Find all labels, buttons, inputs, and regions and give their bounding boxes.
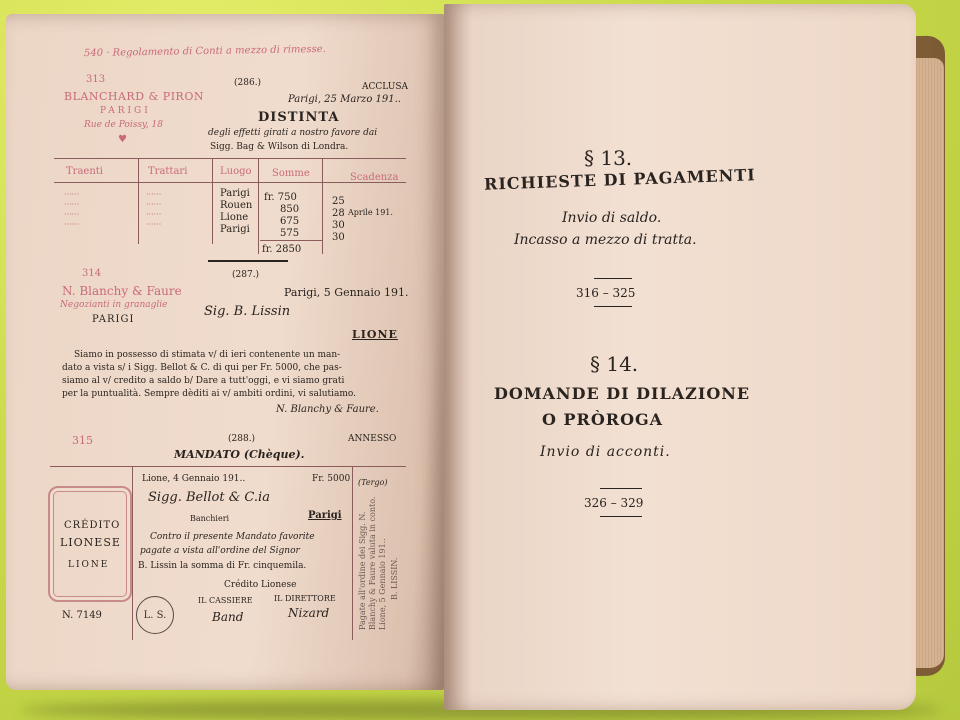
cheque-stub-divider xyxy=(132,466,133,640)
section-14-title-line: DOMANDE DI DILAZIONE xyxy=(494,384,751,403)
endorsement-line: Pagate all'ordine dei Sigg. N. xyxy=(358,511,367,630)
cheque-body-line: pagate a vista all'ordine del Signor xyxy=(140,546,300,556)
table-total: fr. 2850 xyxy=(262,244,302,255)
section-14-mark: § 14. xyxy=(590,352,639,376)
entry-313-address: Rue de Poissy, 18 xyxy=(84,120,163,130)
table-col-header: Luogo xyxy=(220,166,252,177)
entry-313-title: DISTINTA xyxy=(258,110,340,125)
cheque-amount: Fr. 5000 xyxy=(312,474,351,484)
entry-313-firm: BLANCHARD & PIRON xyxy=(64,90,204,103)
table-col-divider xyxy=(138,158,139,244)
entry-314-body-line: siamo al v/ credito a saldo b/ Dare a tutt'oggi, e vi siamo grati xyxy=(62,376,345,386)
table-col-divider xyxy=(212,158,213,244)
cheque-issuer: Crédito Lionese xyxy=(224,580,297,590)
table-col-divider xyxy=(258,158,259,254)
table-day: 28 xyxy=(332,208,345,219)
table-month: Aprile 191. xyxy=(348,208,393,217)
entry-315-seq: (288.) xyxy=(228,434,256,444)
right-page xyxy=(444,4,916,710)
section-13-range: 316 – 325 xyxy=(576,286,636,300)
table-amount: 675 xyxy=(280,216,300,227)
entry-314-seq: (287.) xyxy=(232,270,260,280)
section-13-rule-bottom xyxy=(594,306,632,307)
table-amount: fr. 750 xyxy=(264,192,297,203)
cheque-cashier-label: IL CASSIERE xyxy=(198,596,253,605)
endorsement-line: B. LISSIN. xyxy=(390,557,399,600)
entry-314-trade: Negozianti in granaglie xyxy=(60,300,168,310)
section-13-rule-top xyxy=(594,278,632,279)
entry-314-body-line: per la puntualità. Sempre dèditi ai v/ ambiti ordini, vi salutiamo. xyxy=(62,389,357,399)
section-13-mark: § 13. xyxy=(584,146,633,170)
table-col-header: Trattari xyxy=(148,166,188,177)
emblem-line: LIONESE xyxy=(60,536,121,549)
cheque-date: Lione, 4 Gennaio 191.. xyxy=(142,474,246,484)
seal-label: L. S. xyxy=(143,609,167,621)
table-place: Rouen xyxy=(220,200,253,211)
cheque-director-signature: Nizard xyxy=(288,606,330,620)
entry-313-tag: ACCLUSA xyxy=(362,82,409,92)
entry-313-subtitle: degli effetti girati a nostro favore dai xyxy=(208,128,378,138)
table-day: 30 xyxy=(332,220,345,231)
entry-314-city: PARIGI xyxy=(92,314,135,325)
entry-314-addressee: Sig. B. Lissin xyxy=(204,304,291,319)
emblem-line: LIONE xyxy=(68,560,110,570)
separator-rule xyxy=(208,260,288,262)
cheque-serial: N. 7149 xyxy=(62,610,102,621)
cheque-verso-divider xyxy=(352,466,353,640)
entry-314-number: 314 xyxy=(82,268,102,279)
cheque-cashier-signature: Band xyxy=(212,610,244,624)
table-place: Parigi xyxy=(220,224,250,235)
table-amount: 575 xyxy=(280,228,300,239)
endorsement-line: Lione, 5 Gennaio 191.. xyxy=(378,538,387,630)
table-drawees-faded: ······ ······ ······ ······ xyxy=(146,190,162,229)
cheque-payee-line: Sigg. Bellot & C.ia xyxy=(148,490,270,505)
cheque-body-line: B. Lissin la somma di Fr. cinquemila. xyxy=(138,561,307,571)
table-place: Lione xyxy=(220,212,249,223)
entry-314-body-line: dato a vista s/ i Sigg. Bellot & C. di qui per Fr. 5000, che pas- xyxy=(62,363,342,373)
endorsement-line: Blanchy & Faure valuta in conto. xyxy=(368,496,377,630)
cheque-city: Parigi xyxy=(308,510,342,521)
cheque-body-line: Contro il presente Mandato favorite xyxy=(150,532,315,542)
table-col-header: Scadenza xyxy=(350,172,399,183)
entry-314-firm: N. Blanchy & Faure xyxy=(62,284,182,298)
table-place: Parigi xyxy=(220,188,250,199)
section-13-line: Invio di saldo. xyxy=(562,210,662,226)
entry-314-signature: N. Blanchy & Faure. xyxy=(276,404,379,415)
table-drawers-faded: ······ ······ ······ ······ xyxy=(64,190,80,229)
emblem-line: CRÉDITO xyxy=(64,520,121,531)
entry-315-title: MANDATO (Chèque). xyxy=(174,448,305,461)
entry-315-tag: ANNESSO xyxy=(348,434,397,444)
entry-313-seq: (286.) xyxy=(234,78,262,88)
entry-313-addressee: Sigg. Bag & Wilson di Londra. xyxy=(210,142,349,152)
table-col-divider xyxy=(322,158,323,254)
section-14-rule-bottom xyxy=(600,516,642,517)
table-top-rule xyxy=(54,158,406,159)
table-col-header: Traenti xyxy=(66,166,103,177)
entry-314-date: Parigi, 5 Gennaio 191. xyxy=(284,286,409,299)
cheque-verso-label: (Tergo) xyxy=(358,478,388,487)
cheque-seal xyxy=(136,596,174,634)
entry-315-number: 315 xyxy=(72,434,93,447)
entry-313-number: 313 xyxy=(86,74,106,85)
cheque-director-label: IL DIRETTORE xyxy=(274,594,336,603)
section-14-title-line: O PRÒROGA xyxy=(542,410,664,429)
section-14-subtitle: Invio di acconti. xyxy=(540,444,671,460)
entry-314-body-line: Siamo in possesso di stimata v/ di ieri contenente un man- xyxy=(74,350,341,360)
section-14-rule-top xyxy=(600,488,642,489)
heart-ornament-icon: ♥ xyxy=(118,134,127,145)
table-col-header: Somme xyxy=(272,168,310,179)
cheque-role: Banchieri xyxy=(190,514,230,523)
table-total-rule xyxy=(260,240,322,241)
section-13-title: RICHIESTE DI PAGAMENTI xyxy=(483,165,756,194)
table-day: 30 xyxy=(332,232,345,243)
left-page-header: 540 · Regolamento di Conti a mezzo di rimesse. xyxy=(83,43,326,60)
entry-313-city: PARIGI xyxy=(100,106,151,116)
table-amount: 850 xyxy=(280,204,300,215)
entry-313-date: Parigi, 25 Marzo 191.. xyxy=(288,94,401,105)
table-day: 25 xyxy=(332,196,345,207)
entry-314-location: LIONE xyxy=(352,328,398,341)
section-13-line: Incasso a mezzo di tratta. xyxy=(514,232,697,248)
section-14-range: 326 – 329 xyxy=(584,496,644,510)
